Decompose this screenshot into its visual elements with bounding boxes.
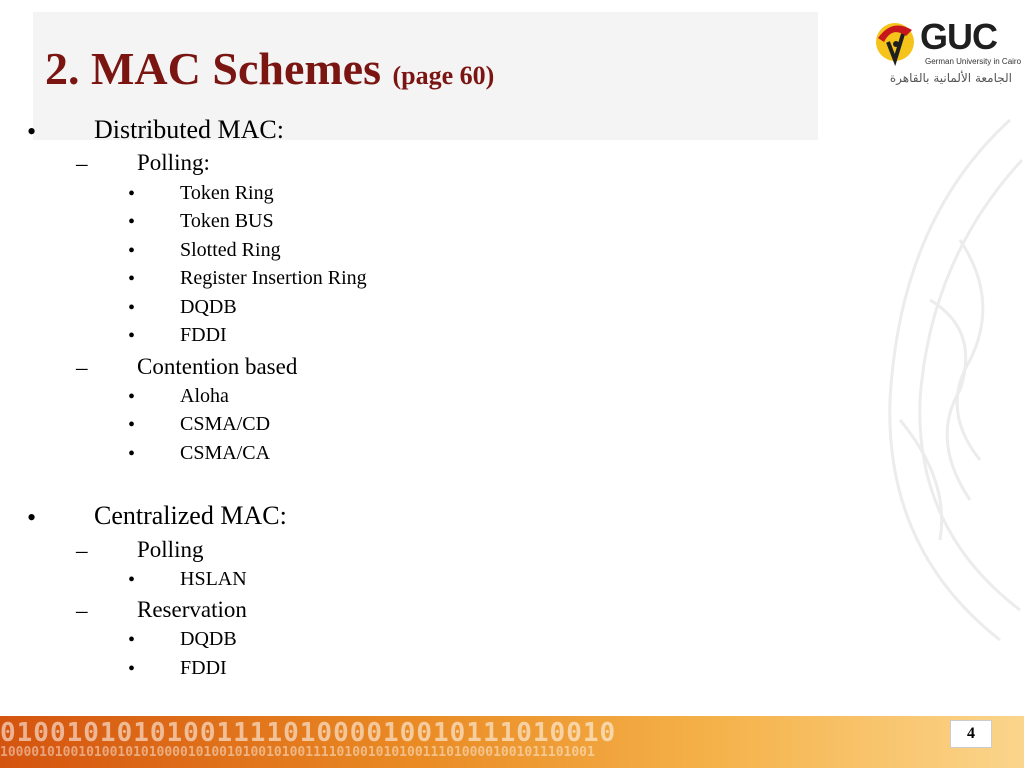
list-item: HSLAN <box>180 568 247 590</box>
guc-logo <box>868 14 1022 90</box>
title-page-ref: (page 60) <box>392 61 495 90</box>
bullet-marker: • <box>128 414 136 436</box>
centralized-polling-label: Polling <box>137 537 204 562</box>
list-item: CSMA/CA <box>180 442 271 464</box>
bullet-marker: • <box>128 443 136 465</box>
list-item: Slotted Ring <box>180 239 281 261</box>
guc-watermark <box>860 100 1024 660</box>
slide-title <box>45 43 495 94</box>
list-item: Aloha <box>180 385 229 407</box>
bullet-marker: • <box>128 183 136 205</box>
logo-wordmark: GUC <box>920 16 997 57</box>
title-text: 2. MAC Schemes <box>45 43 381 94</box>
bullet-marker: • <box>128 240 136 262</box>
reservation-label: Reservation <box>137 597 247 622</box>
bullet-marker: • <box>128 268 136 290</box>
bullet-marker: • <box>128 325 136 347</box>
bullet-marker: • <box>128 569 136 591</box>
centralized-mac-label: Centralized MAC: <box>94 501 287 530</box>
dash-marker: – <box>76 598 88 623</box>
list-item: FDDI <box>180 324 227 346</box>
list-item: DQDB <box>180 296 237 318</box>
footer-binary-band <box>0 716 1024 768</box>
list-item: CSMA/CD <box>180 413 271 435</box>
page-number: 4 <box>950 720 992 748</box>
guc-emblem-icon <box>870 16 920 66</box>
bullet-marker: • <box>27 117 37 146</box>
distributed-polling-label: Polling: <box>137 150 210 175</box>
bullet-marker: • <box>128 211 136 233</box>
dash-marker: – <box>76 355 88 380</box>
list-item: Register Insertion Ring <box>180 267 367 289</box>
bullet-marker: • <box>128 297 136 319</box>
bullet-marker: • <box>128 658 136 680</box>
bullet-marker: • <box>27 503 37 532</box>
logo-subtitle: German University in Cairo <box>925 57 1022 66</box>
bullet-marker: • <box>128 386 136 408</box>
list-item: FDDI <box>180 657 227 679</box>
list-item: DQDB <box>180 628 237 650</box>
dash-marker: – <box>76 151 88 176</box>
footer-binary-top: 0100101010100111101000010010111010010 <box>0 718 617 748</box>
list-item: Token Ring <box>180 182 274 204</box>
bullet-marker: • <box>128 629 136 651</box>
logo-arabic: الجامعة الألمانية بالقاهرة <box>889 71 1012 85</box>
footer-binary-bottom: 1000010100101001010100001010010100101001111010010101001110100001001011101001 <box>0 745 595 760</box>
contention-based-label: Contention based <box>137 354 298 379</box>
list-item: Token BUS <box>180 210 274 232</box>
distributed-mac-label: Distributed MAC: <box>94 115 284 144</box>
dash-marker: – <box>76 538 88 563</box>
